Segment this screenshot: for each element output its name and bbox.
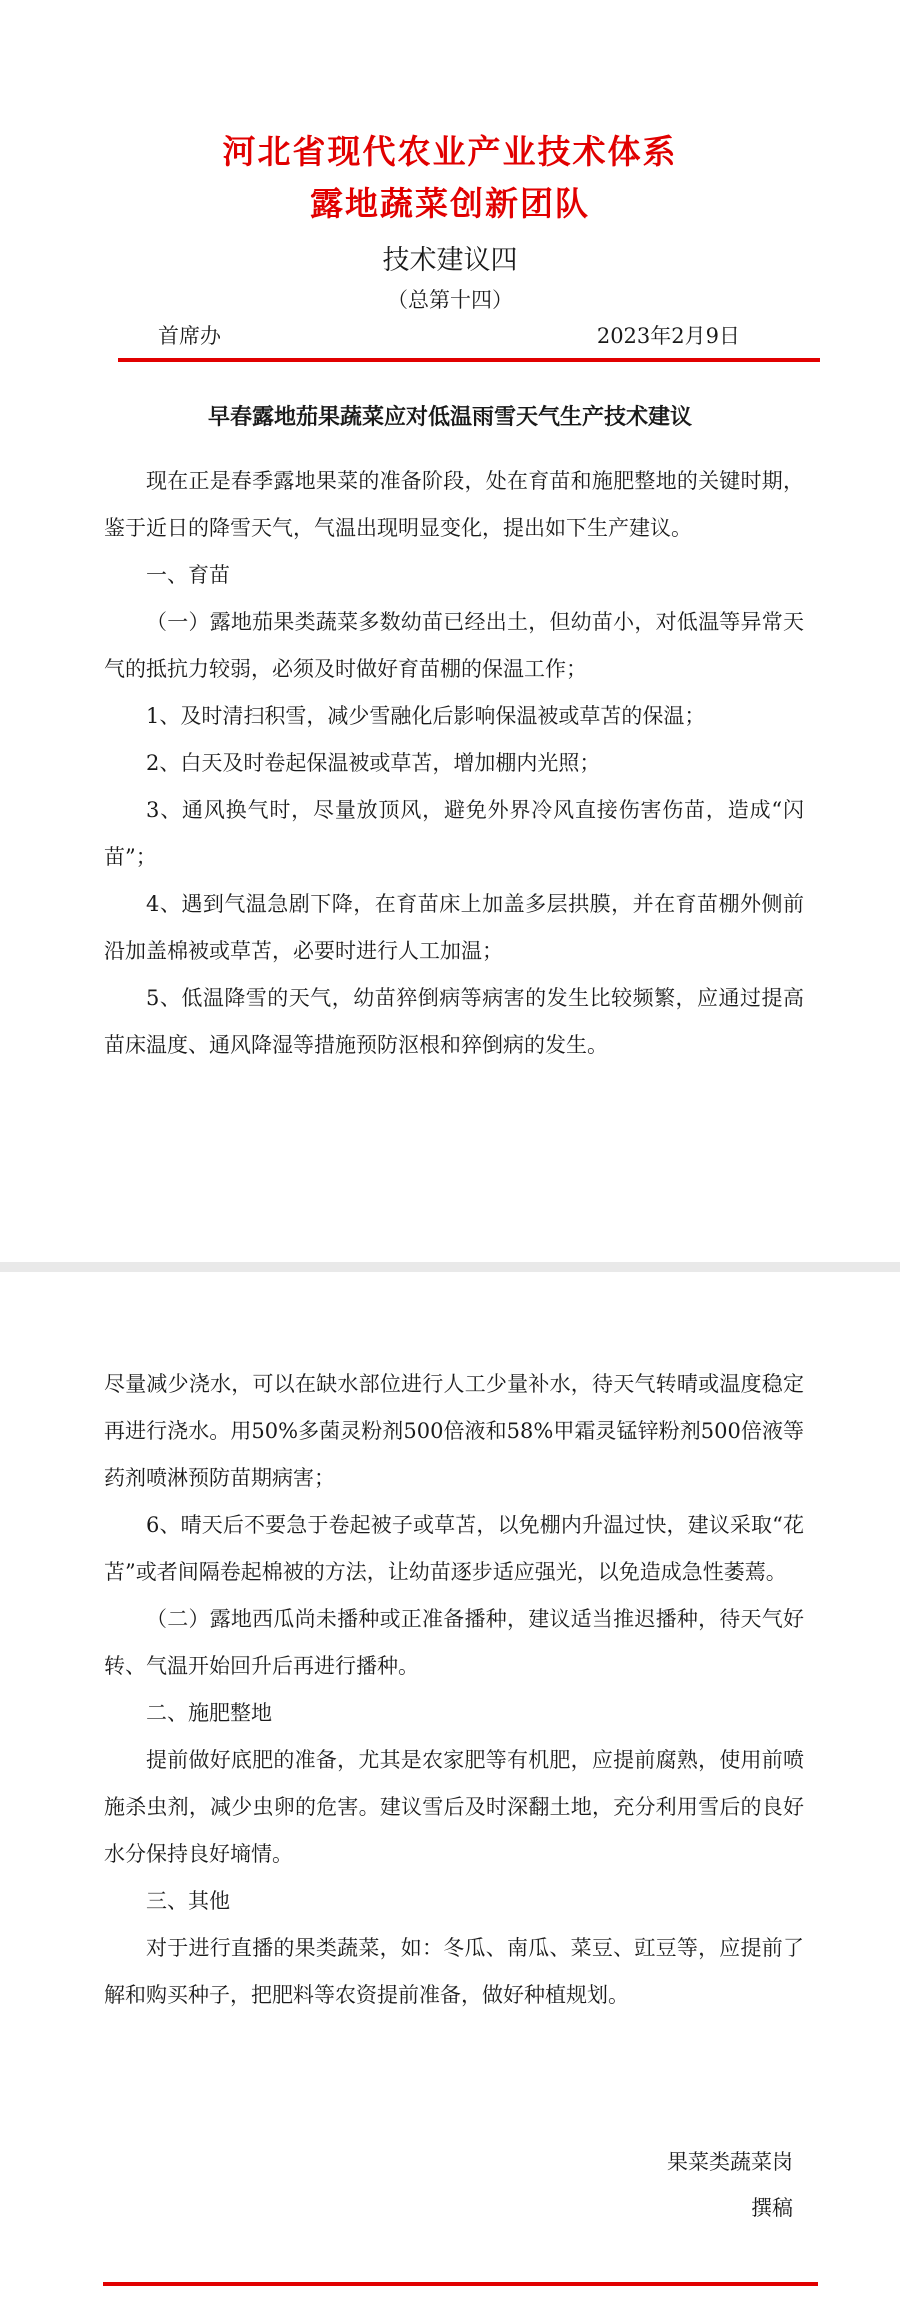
header-title-line-2: 露地蔬菜创新团队 xyxy=(310,184,590,223)
paragraph-intro: 现在正是春季露地果菜的准备阶段，处在育苗和施肥整地的关键时期，鉴于近日的降雪天气，气温出现明显变化，提出如下生产建议。 xyxy=(104,469,804,540)
issuer: 首席办 xyxy=(158,324,221,348)
document-name: 技术建议四 xyxy=(382,245,518,276)
footer-red-rule xyxy=(103,2282,818,2286)
section-heading-seedling: 一、育苗 xyxy=(146,563,230,587)
article-body-page-2 xyxy=(104,1361,804,2019)
paragraph-seedling-2: （二）露地西瓜尚未播种或正准备播种，建议适当推迟播种，待天气好转、气温开始回升后再进行播种。 xyxy=(104,1607,804,1678)
section-heading-other: 三、其他 xyxy=(146,1889,230,1913)
document-serial: （总第十四） xyxy=(387,288,513,312)
list-item-1: 1、及时清扫积雪，减少雪融化后影响保温被或草苫的保温； xyxy=(146,704,706,728)
article-body-page-1 xyxy=(104,458,804,1069)
paragraph-other: 对于进行直播的果类蔬菜，如：冬瓜、南瓜、菜豆、豇豆等，应提前了解和购买种子，把肥料等农资提前准备，做好种植规划。 xyxy=(104,1936,804,2007)
paragraph-continued: 尽量减少浇水，可以在缺水部位进行人工少量补水，待天气转晴或温度稳定再进行浇水。用50%多菌灵粉剂500倍液和58%甲霜灵锰锌粉剂500倍液等药剂喷淋预防苗期病害； xyxy=(104,1372,804,1490)
list-item-2: 2、白天及时卷起保温被或草苫，增加棚内光照； xyxy=(146,751,601,775)
paragraph-seedling-1: （一）露地茄果类蔬菜多数幼苗已经出土，但幼苗小，对低温等异常天气的抵抗力较弱，必须及时做好育苗棚的保温工作； xyxy=(104,610,804,681)
paragraph-fertilizing: 提前做好底肥的准备，尤其是农家肥等有机肥，应提前腐熟，使用前喷施杀虫剂，减少虫卵的危害。建议雪后及时深翻土地，充分利用雪后的良好水分保持良好墒情。 xyxy=(104,1748,804,1866)
header-title-line-1: 河北省现代农业产业技术体系 xyxy=(222,132,678,171)
issue-date: 2023年2月9日 xyxy=(596,324,740,348)
list-item-3: 3、通风换气时，尽量放顶风，避免外界冷风直接伤害伤苗，造成“闪苗”； xyxy=(104,798,804,869)
list-item-4: 4、遇到气温急剧下降，在育苗床上加盖多层拱膜，并在育苗棚外侧前沿加盖棉被或草苫，必要时进行人工加温； xyxy=(104,892,804,963)
section-heading-fertilizing: 二、施肥整地 xyxy=(146,1701,272,1725)
article-title: 早春露地茄果蔬菜应对低温雨雪天气生产技术建议 xyxy=(207,405,692,430)
signature-post: 果菜类蔬菜岗 xyxy=(667,2150,793,2174)
list-item-5: 5、低温降雪的天气，幼苗猝倒病等病害的发生比较频繁，应通过提高苗床温度、通风降湿等措施预防沤根和猝倒病的发生。 xyxy=(104,986,804,1057)
signature-draft: 撰稿 xyxy=(751,2196,793,2220)
header-red-rule xyxy=(118,358,820,362)
list-item-6: 6、晴天后不要急于卷起被子或草苫，以免棚内升温过快，建议采取“花苫”或者间隔卷起棉被的方法，让幼苗逐步适应强光，以免造成急性萎蔫。 xyxy=(104,1513,804,1584)
